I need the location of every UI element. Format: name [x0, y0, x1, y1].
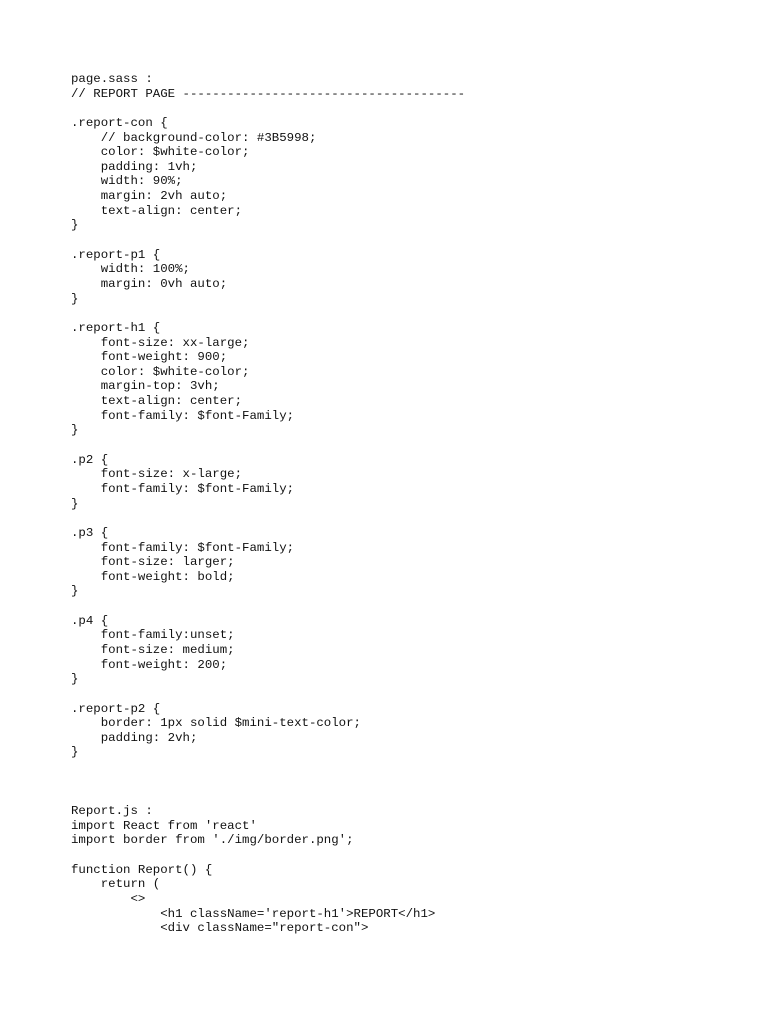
code-line: Report.js :: [71, 804, 153, 819]
code-line: // background-color: #3B5998;: [71, 130, 317, 145]
code-line: font-family: $font-Family;: [71, 481, 295, 496]
code-line: color: $white-color;: [71, 364, 250, 379]
code-line: margin: 2vh auto;: [71, 189, 228, 204]
code-line: margin-top: 3vh;: [71, 379, 220, 394]
code-line: [71, 233, 731, 248]
code-line: }: [71, 496, 79, 511]
code-line: font-size: medium;: [71, 642, 235, 657]
code-line: text-align: center;: [71, 394, 243, 409]
code-line: .p2 {: [71, 452, 109, 467]
code-line: .report-p2 {: [71, 701, 161, 716]
code-line: [71, 789, 731, 804]
code-line: import border from './img/border.png';: [71, 833, 354, 848]
code-line: page.sass :: [71, 72, 153, 86]
code-line: }: [71, 672, 79, 687]
code-line: }: [71, 584, 79, 599]
code-block: [71, 72, 731, 936]
code-line: [71, 511, 731, 526]
code-line: [71, 760, 731, 775]
code-line: }: [71, 291, 79, 306]
code-line: [71, 306, 731, 321]
code-line: }: [71, 745, 79, 760]
code-line: [71, 101, 731, 116]
code-line: font-weight: 200;: [71, 657, 228, 672]
code-line: [71, 687, 731, 702]
code-line: return (: [71, 877, 161, 892]
code-line: <h1 className='report-h1'>REPORT</h1>: [71, 906, 436, 921]
code-line: text-align: center;: [71, 203, 243, 218]
code-line: width: 90%;: [71, 174, 183, 189]
code-line: [71, 438, 731, 453]
code-line: font-family: $font-Family;: [71, 540, 295, 555]
code-line: width: 100%;: [71, 262, 190, 277]
code-line: .report-con {: [71, 115, 168, 130]
code-line: [71, 848, 731, 863]
code-line: font-size: x-large;: [71, 467, 243, 482]
code-line: [71, 599, 731, 614]
code-line: .p4 {: [71, 613, 109, 628]
code-line: function Report() {: [71, 862, 213, 877]
code-line: <>: [71, 891, 146, 906]
code-line: }: [71, 218, 79, 233]
code-line: padding: 1vh;: [71, 159, 198, 174]
code-line: .report-h1 {: [71, 320, 161, 335]
code-line: .p3 {: [71, 525, 109, 540]
code-line: import React from 'react': [71, 818, 257, 833]
code-line: [71, 775, 731, 790]
code-line: border: 1px solid $mini-text-color;: [71, 716, 361, 731]
code-line: font-weight: bold;: [71, 569, 235, 584]
code-line: color: $white-color;: [71, 145, 250, 160]
code-line: font-family: $font-Family;: [71, 408, 295, 423]
code-line: }: [71, 423, 79, 438]
code-line: font-size: xx-large;: [71, 335, 250, 350]
code-line: font-size: larger;: [71, 555, 235, 570]
code-line: .report-p1 {: [71, 247, 161, 262]
code-line: // REPORT PAGE --------------------------------------: [71, 86, 466, 101]
code-line: font-weight: 900;: [71, 350, 228, 365]
code-line: <div className="report-con">: [71, 921, 369, 936]
code-line: padding: 2vh;: [71, 730, 198, 745]
code-line: font-family:unset;: [71, 628, 235, 643]
code-line: margin: 0vh auto;: [71, 276, 228, 291]
